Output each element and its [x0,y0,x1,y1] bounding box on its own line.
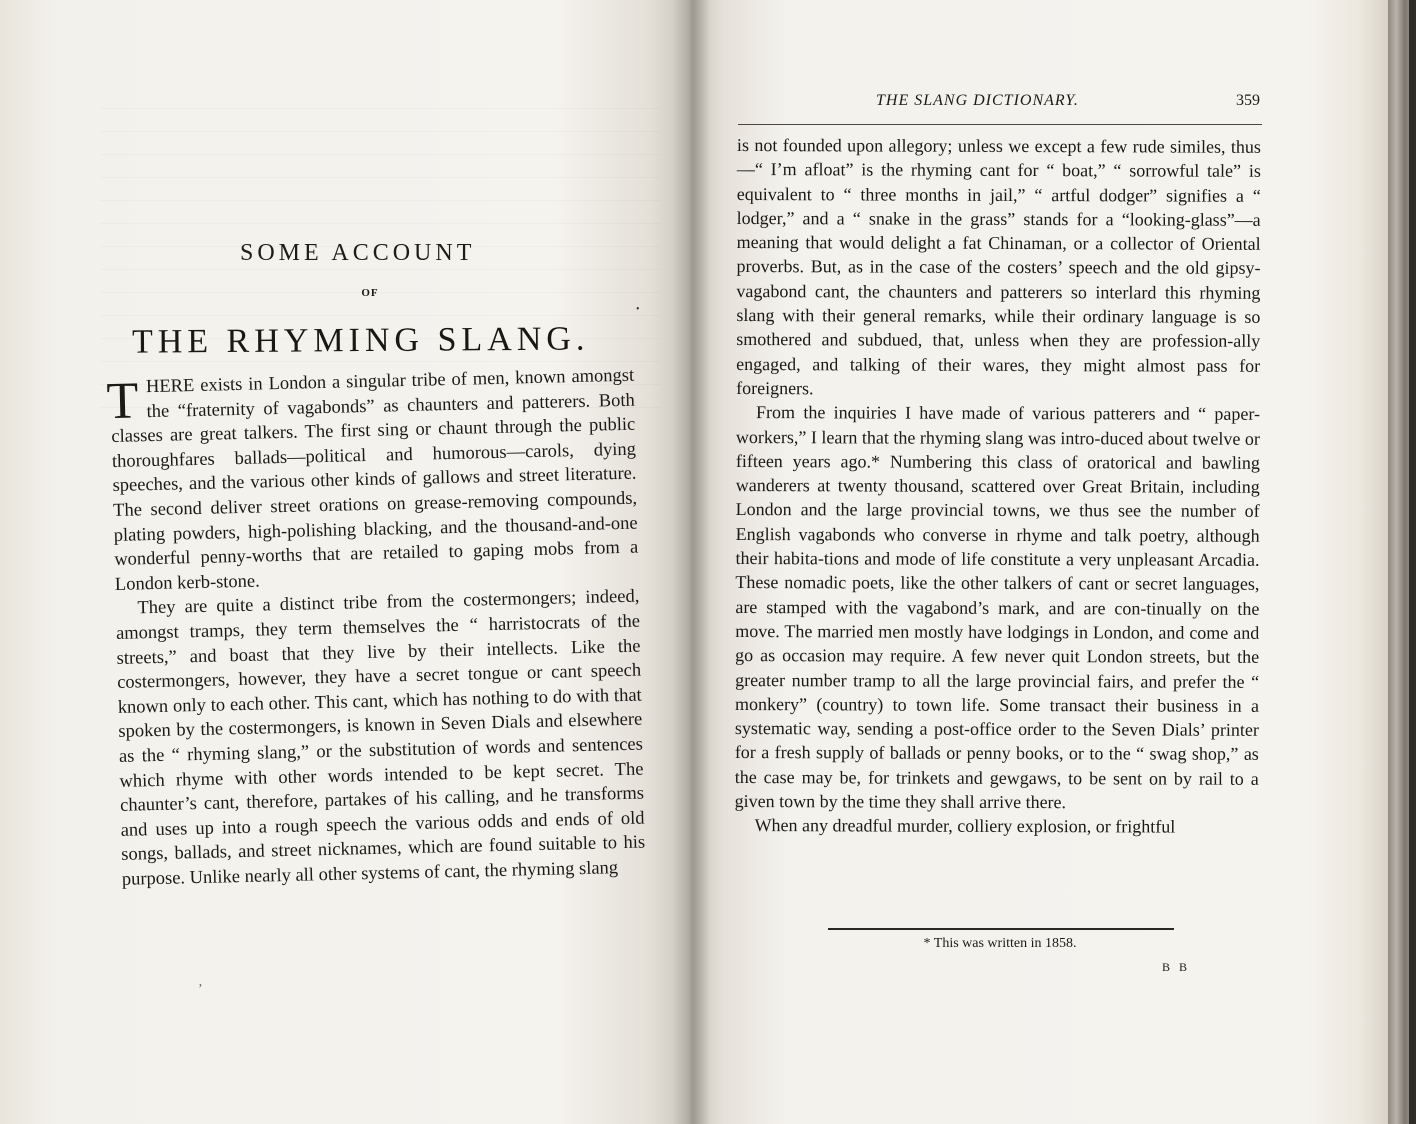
section-title: THE RHYMING SLANG. [131,320,590,361]
page-number: 359 [1236,92,1260,109]
drop-cap: T [105,372,140,431]
left-paragraph-1-text: HERE exists in London a singular tribe of men, known amongst the “fraternity of vagabonds” as chaunters and patterers. Both classes are great talkers. The first sing or chaunt through the public thoroughfares ballads—political and humorous—carols, dying speeches, and the various other kinds of gallows and street literature. The second deliver street orations on grease-removing compounds, plating powders, high-polishing blacking, and the thousand-and-one wonderful penny-worths that are retailed to gaping mobs from a London kerb-stone. [111,365,639,595]
signature-mark: B B [1162,960,1191,974]
footnote: * This was written in 1858. [923,936,1077,951]
pencil-mark: ʼ [198,982,203,997]
right-paragraph-3: When any dreadful murder, colliery explosion, or frightful [754,815,1176,837]
footnote-rule [828,928,1174,930]
right-paragraph-1: is not founded upon allegory; unless we except a few rude similes, thus—“ I’m afloat” is the rhyming cant for “ boat,” “ sorrowful tale” is equivalent to “ three months in jail,” “ artful dodger” signifies a “ lodger,” and a “ snake in the grass” stands for a “looking-glass”—a meaning that would delight a fat Chinaman, or a collector of Oriental proverbs. But, as in the case of the costers’ speech and the old gipsy-vagabond cant, the chaunters and patterers so interlard this rhyming slang with their general remarks, while their ordinary language is so smothered and subdued, that, unless when they are profession-ally engaged, and talking of their wares, they might almost pass for foreigners. [736,134,1261,399]
left-body-text [105,364,646,893]
section-heading-small: SOME ACCOUNT [240,240,476,266]
ink-dot: • [636,304,640,315]
right-paragraph-2: From the inquiries I have made of various patterers and “ paper-workers,” I learn that the rhyming slang was intro-duced about twelve or fifteen years ago.* Numbering this class of oratorical and bawling wanderers at twenty thousand, scattered over Great Britain, including London and the large provincial towns, we thus see the number of English vagabonds who converse in rhyme and talk poetry, although their habita-tions and mode of life constitute a very unpleasant Arcadia. These nomadic poets, like the other talkers of cant or secret languages, are stamped with the vagabond’s mark, and are con-tinually on the move. The married men mostly have lodgings in London, and come and go as occasion may require. A few never quit London streets, but the greater number tramp to all the large provincial fairs, and prefer the “ monkery” (country) to town life. Some transact their business in a systematic way, sending a post-office order to the Seven Dials’ printer for a fresh supply of ballads or penny books, or to the “ swag shop,” as the case may be, for trinkets and gewgaws, to be sent on by rail to a given town by the time they shall arrive there. [734,402,1261,813]
cover-edge [1409,0,1416,1124]
left-paragraph-1 [105,364,639,598]
header-rule [738,124,1262,125]
left-paragraph-2: They are quite a distinct tribe from the costermongers; indeed, amongst tramps, they term themselves the “ harristocrats of the streets,” and boast that they live by their intellects. Like the costermongers, however, they have a secret tongue or cant speech known only to each other. This cant, which has nothing to do with that spoken by the costermongers, is known in Seven Dials and elsewhere as the “ rhyming slang,” or the substitution of words and sentences which rhyme with other words intended to be kept secret. The chaunter’s cant, therefore, partakes of his calling, and he transforms and uses up into a rough speech the various odds and ends of old songs, ballads, and street nicknames, which are found suitable to his purpose. Unlike nearly all other systems of cant, the rhyming slang [115,586,646,890]
left-page [0,0,690,1124]
right-body-text [735,133,1261,839]
right-page [690,0,1388,1124]
spine-gutter [672,0,710,1124]
running-head: THE SLANG DICTIONARY. [876,92,1079,109]
section-heading-of: OF [361,287,379,299]
